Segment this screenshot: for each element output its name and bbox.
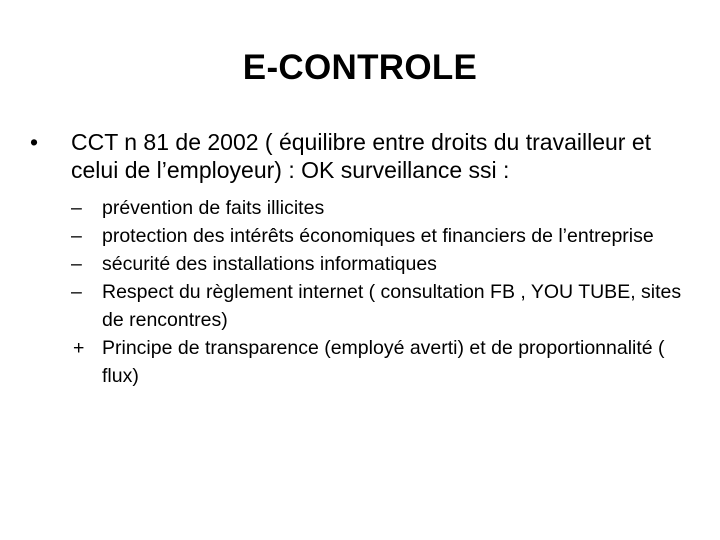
sub-point (71, 222, 690, 250)
plus-icon: + (73, 337, 85, 359)
bullet-icon: • (30, 129, 39, 155)
dash-icon: – (71, 225, 82, 247)
sub-point-text: prévention de faits illicites (102, 197, 325, 219)
dash-icon: – (71, 253, 82, 275)
slide-body (30, 128, 690, 390)
sub-point (71, 278, 690, 334)
extra-point (71, 334, 690, 390)
extra-point-text: Principe de transparence (employé averti) et de proportionnalité ( flux) (102, 337, 665, 387)
dash-icon: – (71, 197, 82, 219)
sub-point (71, 250, 690, 278)
main-bullet-point (30, 128, 690, 184)
sub-point-text: protection des intérêts économiques et financiers de l’entreprise (102, 225, 654, 247)
main-point-text: CCT n 81 de 2002 ( équilibre entre droits du travailleur et celui de l’employeur) : OK surveillance ssi : (71, 129, 652, 183)
sub-point-list (30, 194, 690, 390)
dash-icon: – (71, 281, 82, 303)
sub-point-text: sécurité des installations informatiques (102, 253, 437, 275)
sub-point-text: Respect du règlement internet ( consultation FB , YOU TUBE, sites de rencontres) (102, 281, 682, 331)
slide-title: E-CONTROLE (242, 48, 478, 87)
sub-point (71, 194, 690, 222)
